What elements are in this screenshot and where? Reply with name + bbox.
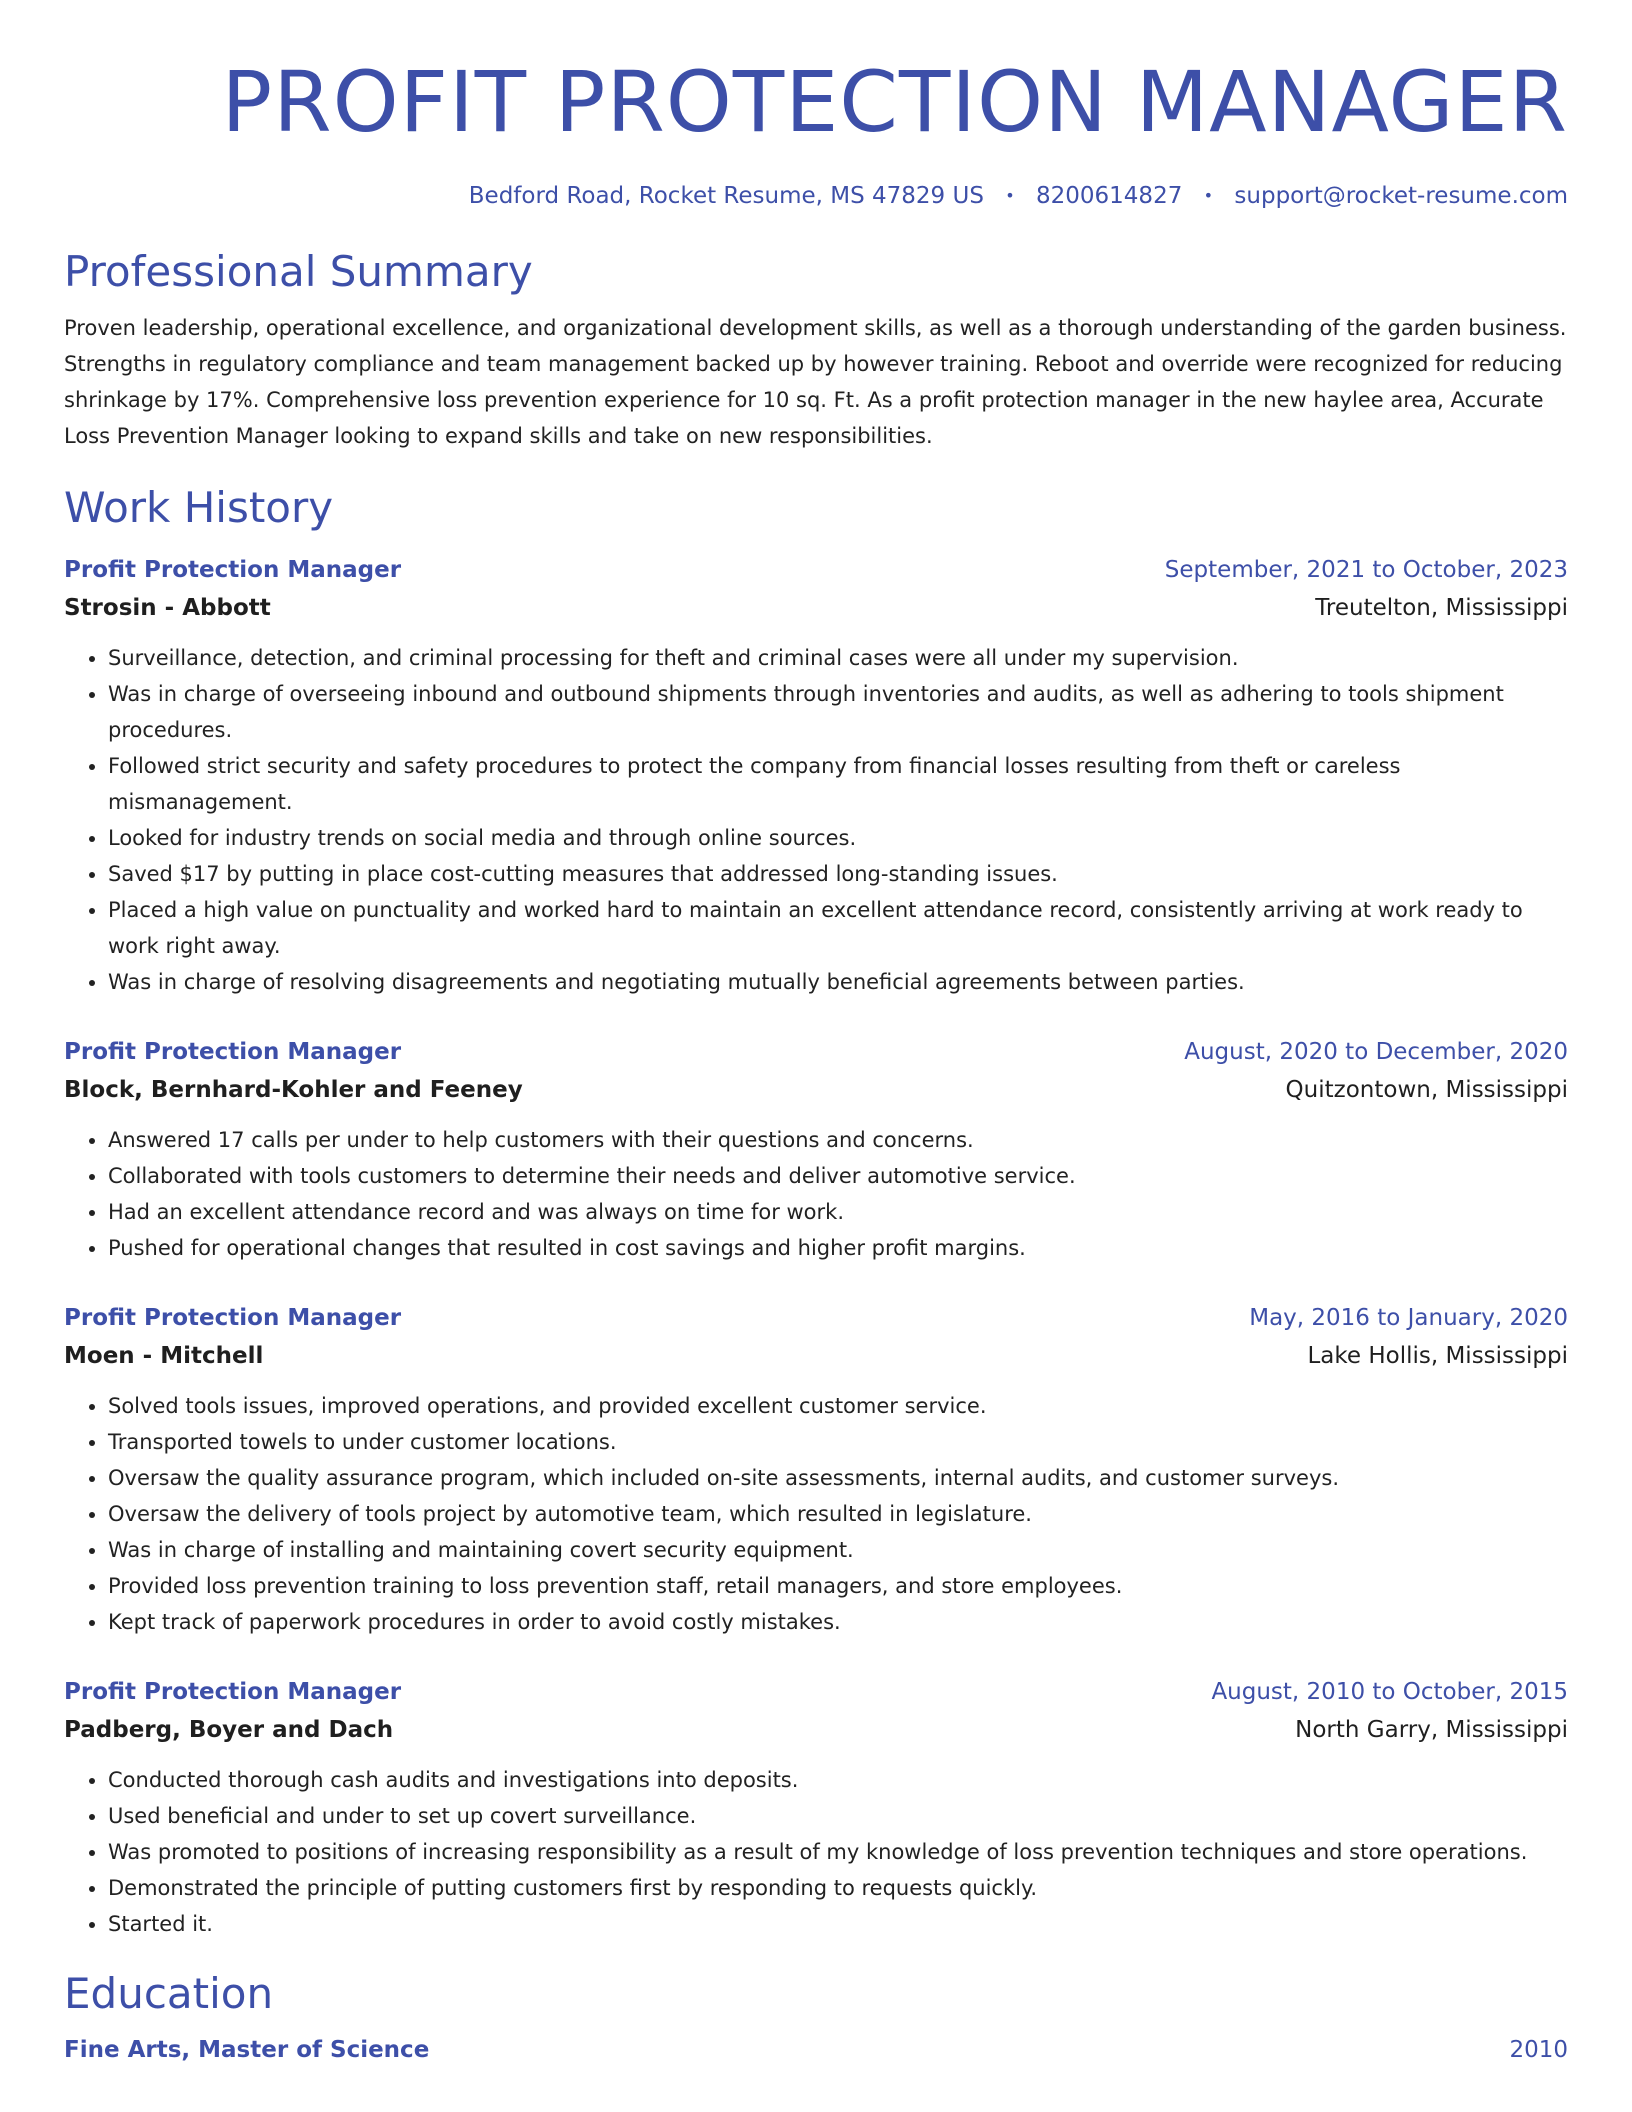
job-bullet: • Was in charge of overseeing inbound and outbound shipments through inventories and audits, as well as adhering to tools shipment procedures. bbox=[108, 676, 1568, 748]
job-dates: August, 2020 to December, 2020 bbox=[1184, 1039, 1568, 1065]
summary-text: Proven leadership, operational excellence, and organizational development skills, as well as a thorough understanding of the garden business. Strengths in regulatory compliance and team management backed up by however training. Reboot and override were recognized for reducing shrinkage by 17%. Comprehensive loss prevention experience for 10 sq. Ft. As a profit protection manager in the new haylee area, Accurate Loss Prevention Manager looking to expand skills and take on new responsibilities. bbox=[64, 316, 1567, 448]
job-bullet: • Demonstrated the principle of putting customers first by responding to requests quickly. bbox=[108, 1870, 1568, 1906]
job-bullets bbox=[64, 1122, 1568, 1266]
job-dates: August, 2010 to October, 2015 bbox=[1211, 1679, 1568, 1705]
contact-phone: 8200614827 bbox=[1036, 183, 1183, 209]
job-bullet: • Saved $17 by putting in place cost-cutting measures that addressed long-standing issues. bbox=[108, 856, 1568, 892]
job-bullet: • Used beneficial and under to set up covert surveillance. bbox=[108, 1798, 1568, 1834]
job-bullet: • Looked for industry trends on social media and through online sources. bbox=[108, 820, 1568, 856]
job-company: Moen - Mitchell bbox=[64, 1343, 264, 1369]
job-bullet: • Had an excellent attendance record and was always on time for work. bbox=[108, 1194, 1568, 1230]
job-header-row bbox=[64, 1300, 1568, 1336]
job-bullet: • Surveillance, detection, and criminal processing for theft and criminal cases were all under my supervision. bbox=[108, 640, 1568, 676]
job-entry bbox=[64, 1674, 1568, 1942]
job-location: Treutelton, Mississippi bbox=[1315, 595, 1568, 621]
job-company-row bbox=[64, 1336, 1568, 1376]
job-bullet: • Was in charge of resolving disagreements and negotiating mutually beneficial agreements between parties. bbox=[108, 964, 1568, 1000]
resume-name: PROFIT PROTECTION MANAGER bbox=[221, 53, 1568, 151]
work-history-heading: Work History bbox=[64, 483, 334, 532]
job-bullet: • Conducted thorough cash audits and investigations into deposits. bbox=[108, 1762, 1568, 1798]
job-location: Quitzontown, Mississippi bbox=[1285, 1077, 1568, 1103]
job-title: Profit Protection Manager bbox=[64, 1679, 402, 1705]
job-bullet: • Pushed for operational changes that resulted in cost savings and higher profit margins. bbox=[108, 1230, 1568, 1266]
job-bullet: • Was promoted to positions of increasing responsibility as a result of my knowledge of loss prevention techniques and store operations. bbox=[108, 1834, 1568, 1870]
education-year: 2010 bbox=[1509, 2037, 1568, 2063]
job-bullet: • Answered 17 calls per under to help customers with their questions and concerns. bbox=[108, 1122, 1568, 1158]
job-title: Profit Protection Manager bbox=[64, 1305, 402, 1331]
job-bullet: • Kept track of paperwork procedures in order to avoid costly mistakes. bbox=[108, 1604, 1568, 1640]
job-header-row bbox=[64, 1034, 1568, 1070]
job-company-row bbox=[64, 588, 1568, 628]
education-degree: Fine Arts, Master of Science bbox=[64, 2037, 430, 2063]
job-location: Lake Hollis, Mississippi bbox=[1307, 1343, 1568, 1369]
job-bullet: • Solved tools issues, improved operations, and provided excellent customer service. bbox=[108, 1388, 1568, 1424]
job-bullet: • Oversaw the delivery of tools project by automotive team, which resulted in legislature. bbox=[108, 1496, 1568, 1532]
resume-header bbox=[64, 0, 1568, 212]
job-company: Block, Bernhard-Kohler and Feeney bbox=[64, 1077, 523, 1103]
job-bullet: • Provided loss prevention training to loss prevention staff, retail managers, and store employees. bbox=[108, 1568, 1568, 1604]
job-bullet: • Transported towels to under customer locations. bbox=[108, 1424, 1568, 1460]
job-bullet: • Followed strict security and safety procedures to protect the company from financial losses resulting from theft or careless mismanagement. bbox=[108, 748, 1568, 820]
job-dates: September, 2021 to October, 2023 bbox=[1164, 557, 1568, 583]
contact-separator: • bbox=[1203, 186, 1214, 205]
job-company-row bbox=[64, 1070, 1568, 1110]
job-bullet: • Oversaw the quality assurance program, which included on-site assessments, internal audits, and customer surveys. bbox=[108, 1460, 1568, 1496]
job-header-row bbox=[64, 552, 1568, 588]
job-title: Profit Protection Manager bbox=[64, 557, 402, 583]
job-location: North Garry, Mississippi bbox=[1295, 1717, 1568, 1743]
job-title: Profit Protection Manager bbox=[64, 1039, 402, 1065]
summary-heading: Professional Summary bbox=[64, 247, 533, 296]
job-bullets bbox=[64, 1762, 1568, 1942]
education-heading: Education bbox=[64, 1969, 274, 2018]
contact-line bbox=[64, 180, 1568, 212]
job-bullet: • Was in charge of installing and maintaining covert security equipment. bbox=[108, 1532, 1568, 1568]
job-header-row bbox=[64, 1674, 1568, 1710]
contact-separator: • bbox=[1005, 186, 1015, 205]
job-bullet: • Collaborated with tools customers to determine their needs and deliver automotive service. bbox=[108, 1158, 1568, 1194]
job-entry bbox=[64, 1300, 1568, 1640]
job-dates: May, 2016 to January, 2020 bbox=[1249, 1305, 1568, 1331]
job-bullet: • Placed a high value on punctuality and worked hard to maintain an excellent attendance record, consistently arriving at work ready to work right away. bbox=[108, 892, 1568, 964]
job-company: Padberg, Boyer and Dach bbox=[64, 1717, 394, 1743]
job-company-row bbox=[64, 1710, 1568, 1750]
job-entry bbox=[64, 1034, 1568, 1266]
contact-email: support@rocket-resume.com bbox=[1234, 183, 1568, 209]
contact-address: Bedford Road, Rocket Resume, MS 47829 US bbox=[468, 183, 984, 209]
job-company: Strosin - Abbott bbox=[64, 595, 271, 621]
job-entry bbox=[64, 552, 1568, 1000]
job-bullet: • Started it. bbox=[108, 1906, 1568, 1942]
education-row bbox=[64, 2032, 1568, 2068]
job-bullets bbox=[64, 1388, 1568, 1640]
job-bullets bbox=[64, 640, 1568, 1000]
